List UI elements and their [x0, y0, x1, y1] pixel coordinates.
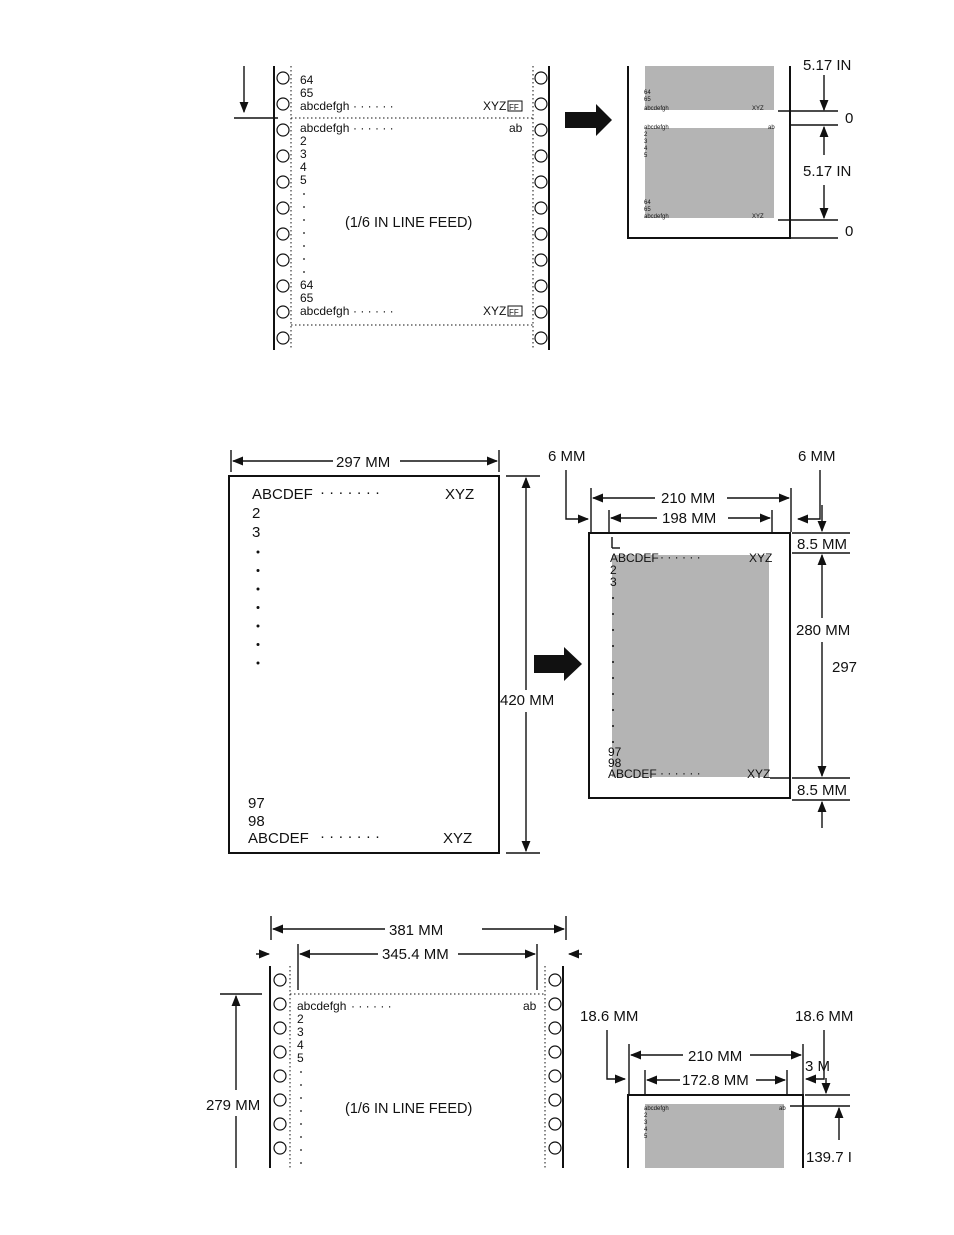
tractor-hole [549, 1070, 561, 1082]
svg-text:· · · · · ·: · · · · · · [353, 99, 394, 113]
mini-tail-abcdefgh: abcdefgh [644, 214, 669, 220]
top-margin-label: 3 M [805, 1058, 831, 1075]
mini-2: 2 [644, 132, 648, 138]
print-area [645, 1104, 784, 1168]
mini-tail-xyz: XYZ [752, 214, 764, 220]
mini-row-98: 98 [608, 756, 622, 770]
ellipsis-dot [612, 677, 614, 679]
inner-height-label: 139.7 I [806, 1149, 852, 1166]
ellipsis-dot [612, 613, 614, 615]
figure-1-continuous-form [234, 57, 853, 350]
tractor-hole [274, 1046, 286, 1058]
tractor-hole [535, 228, 547, 240]
ellipsis-dot [303, 258, 305, 260]
row-2: 2 [252, 505, 261, 522]
svg-text:· · · · · ·: · · · · · · [351, 999, 392, 1013]
svg-text:· · · · · ·: · · · · · · [660, 550, 701, 564]
tractor-hole [277, 306, 289, 318]
height-420-label: 420 MM [500, 692, 555, 709]
ellipsis-dot [612, 709, 614, 711]
ellipsis-dot [257, 588, 260, 591]
ellipsis-dot [300, 1162, 302, 1164]
mini-tail-64: 64 [644, 200, 651, 206]
tractor-hole [549, 1142, 561, 1154]
ellipsis-dot [300, 1110, 302, 1112]
row-4: 4 [297, 1038, 304, 1052]
tractor-hole [277, 228, 289, 240]
last-line: ABCDEF [248, 830, 309, 847]
gap-bottom-label: 0 [845, 223, 854, 240]
tractor-hole [274, 1094, 286, 1106]
svg-text:· · · · · ·: · · · · · · [353, 121, 394, 135]
ff-label: FF [509, 103, 519, 112]
vertical-ellipsis [300, 1071, 302, 1164]
row-3: 3 [300, 147, 307, 161]
row-3: 3 [297, 1025, 304, 1039]
tractor-hole [274, 998, 286, 1010]
ellipsis-dot [257, 625, 260, 628]
mini-3: 3 [644, 139, 648, 145]
mini-row-97: 97 [608, 745, 622, 759]
ellipsis-dot [612, 645, 614, 647]
mini-65: 65 [644, 97, 651, 103]
mini-4: 4 [644, 146, 648, 152]
height-label: 279 MM [206, 1097, 261, 1114]
outer-height-label: 297 [832, 659, 858, 676]
dim-top-partial: 5.17 IN [803, 57, 852, 74]
row-3: 3 [252, 524, 261, 541]
mini-tail-65: 65 [644, 207, 651, 213]
row-5: 5 [300, 173, 307, 187]
bottom-margin-label: 8.5 MM [797, 782, 848, 799]
tractor-hole [274, 1142, 286, 1154]
tail-65: 65 [300, 291, 314, 305]
width-297-label: 297 MM [336, 454, 391, 471]
dim-main-label: 5.17 IN [803, 163, 852, 180]
tail-64: 64 [300, 278, 314, 292]
ellipsis-dot [612, 725, 614, 727]
inner-width-label: 198 MM [662, 510, 717, 527]
ellipsis-dot [300, 1097, 302, 1099]
tractor-hole [277, 332, 289, 344]
mini-5: 5 [644, 1134, 648, 1140]
ellipsis-dot [303, 219, 305, 221]
tail-ff-label: FF [509, 308, 519, 317]
mini-row-2: 2 [610, 563, 617, 577]
tractor-hole [535, 72, 547, 84]
vertical-ellipsis [303, 193, 305, 273]
ellipsis-dot [257, 551, 260, 554]
row-5: 5 [297, 1051, 304, 1065]
figure-2-a3-to-a4 [229, 448, 857, 853]
ellipsis-dot [300, 1136, 302, 1138]
tractor-hole [535, 98, 547, 110]
tractor-hole [549, 1094, 561, 1106]
line-feed-label: (1/6 IN LINE FEED) [345, 1101, 473, 1117]
next-ab-label: ab [509, 121, 523, 135]
mini-row-3: 3 [610, 575, 617, 589]
print-area-main [645, 128, 774, 218]
line-64: 64 [300, 73, 314, 87]
print-area [612, 555, 769, 777]
ellipsis-dot [612, 629, 614, 631]
inner-width-label: 345.4 MM [382, 946, 449, 963]
margin-right-label: 18.6 MM [795, 1008, 854, 1025]
tractor-hole [277, 124, 289, 136]
line-feed-label: (1/6 IN LINE FEED) [345, 215, 473, 231]
mini-ab: ab [779, 1106, 786, 1112]
ellipsis-dot [300, 1084, 302, 1086]
tractor-hole [535, 124, 547, 136]
svg-text:· · · · · ·: · · · · · · [660, 766, 701, 780]
ab-label: ab [523, 999, 537, 1013]
margin-left-label: 6 MM [548, 448, 586, 465]
ellipsis-dot [257, 606, 260, 609]
svg-text:· · · · · ·: · · · · · · [353, 304, 394, 318]
gap-top-label: 0 [845, 110, 854, 127]
mini-ab: ab [768, 125, 775, 131]
tail-abcdefgh: abcdefgh [300, 304, 350, 318]
margin-left-label: 18.6 MM [580, 1008, 639, 1025]
mini-abcdefgh: abcdefgh [644, 1106, 669, 1112]
mini-last-line: ABCDEF [608, 767, 657, 781]
ellipsis-dot [303, 193, 305, 195]
ellipsis-dot [612, 693, 614, 695]
a3-page [229, 476, 499, 853]
tractor-hole [277, 150, 289, 162]
ellipsis-dot [303, 245, 305, 247]
tractor-hole [535, 254, 547, 266]
tractor-hole [549, 1022, 561, 1034]
tractor-hole [274, 1022, 286, 1034]
xyz-label: XYZ [445, 486, 475, 503]
tractor-hole [535, 202, 547, 214]
tractor-hole [277, 176, 289, 188]
tractor-hole [277, 280, 289, 292]
top-margin-label: 8.5 MM [797, 536, 848, 553]
ellipsis-dot [303, 232, 305, 234]
ellipsis-dot [612, 661, 614, 663]
vertical-ellipsis [257, 551, 260, 665]
ellipsis-dot [303, 206, 305, 208]
ellipsis-dot [257, 643, 260, 646]
ellipsis-dot [300, 1071, 302, 1073]
ellipsis-dot [303, 271, 305, 273]
mini-xyz: XYZ [749, 551, 773, 565]
ellipsis-dot [612, 597, 614, 599]
xyz-label: XYZ [483, 99, 507, 113]
tractor-hole [549, 998, 561, 1010]
tractor-hole [277, 254, 289, 266]
tractor-hole [277, 98, 289, 110]
tractor-hole [549, 1046, 561, 1058]
outer-width-label-right: 210 MM [688, 1048, 743, 1065]
inner-height-label: 280 MM [796, 622, 851, 639]
row-97: 97 [248, 795, 265, 812]
row-2: 2 [297, 1012, 304, 1026]
first-line: ABCDEF [252, 486, 313, 503]
transform-arrow-icon [534, 647, 582, 681]
mini-xyz: XYZ [752, 106, 764, 112]
first-line: abcdefgh [297, 999, 347, 1013]
svg-text:· · · · · · ·: · · · · · · · [320, 484, 380, 501]
last-xyz-label: XYZ [443, 830, 473, 847]
line-65: 65 [300, 86, 314, 100]
transform-arrow-icon [565, 104, 612, 136]
next-first-line: abcdefgh [300, 121, 350, 135]
margin-right-label: 6 MM [798, 448, 836, 465]
mini-first-line: ABCDEF [610, 551, 659, 565]
tractor-hole [549, 1118, 561, 1130]
outer-width-label: 210 MM [661, 490, 716, 507]
mini-4: 4 [644, 1127, 648, 1133]
tractor-hole [549, 974, 561, 986]
row-2: 2 [300, 134, 307, 148]
mini-last-xyz: XYZ [747, 767, 771, 781]
mini-64: 64 [644, 90, 651, 96]
row-4: 4 [300, 160, 307, 174]
tractor-hole [274, 1118, 286, 1130]
outer-width-label: 381 MM [389, 922, 444, 939]
row-98: 98 [248, 813, 265, 830]
svg-text:· · · · · · ·: · · · · · · · [320, 828, 380, 845]
mini-5: 5 [644, 153, 648, 159]
tractor-hole [535, 332, 547, 344]
ellipsis-dot [300, 1123, 302, 1125]
mini-3: 3 [644, 1120, 648, 1126]
ellipsis-dot [257, 662, 260, 665]
tractor-hole [277, 72, 289, 84]
mini-2: 2 [644, 1113, 648, 1119]
tractor-hole [274, 974, 286, 986]
tractor-hole [277, 202, 289, 214]
tail-xyz-label: XYZ [483, 304, 507, 318]
ellipsis-dot [257, 569, 260, 572]
tractor-hole [535, 306, 547, 318]
figure-3-continuous-to-a4 [206, 916, 853, 1168]
mini-abcdefgh: abcdefgh [644, 106, 669, 112]
tractor-hole [274, 1070, 286, 1082]
ellipsis-dot [612, 741, 614, 743]
inner-width-label-right: 172.8 MM [682, 1072, 749, 1089]
tractor-hole [535, 280, 547, 292]
line-abcdefgh: abcdefgh [300, 99, 350, 113]
mini-abcdefgh-next: abcdefgh [644, 125, 669, 131]
tractor-hole [535, 150, 547, 162]
ellipsis-dot [300, 1149, 302, 1151]
print-area-top [645, 66, 774, 110]
tractor-hole [535, 176, 547, 188]
